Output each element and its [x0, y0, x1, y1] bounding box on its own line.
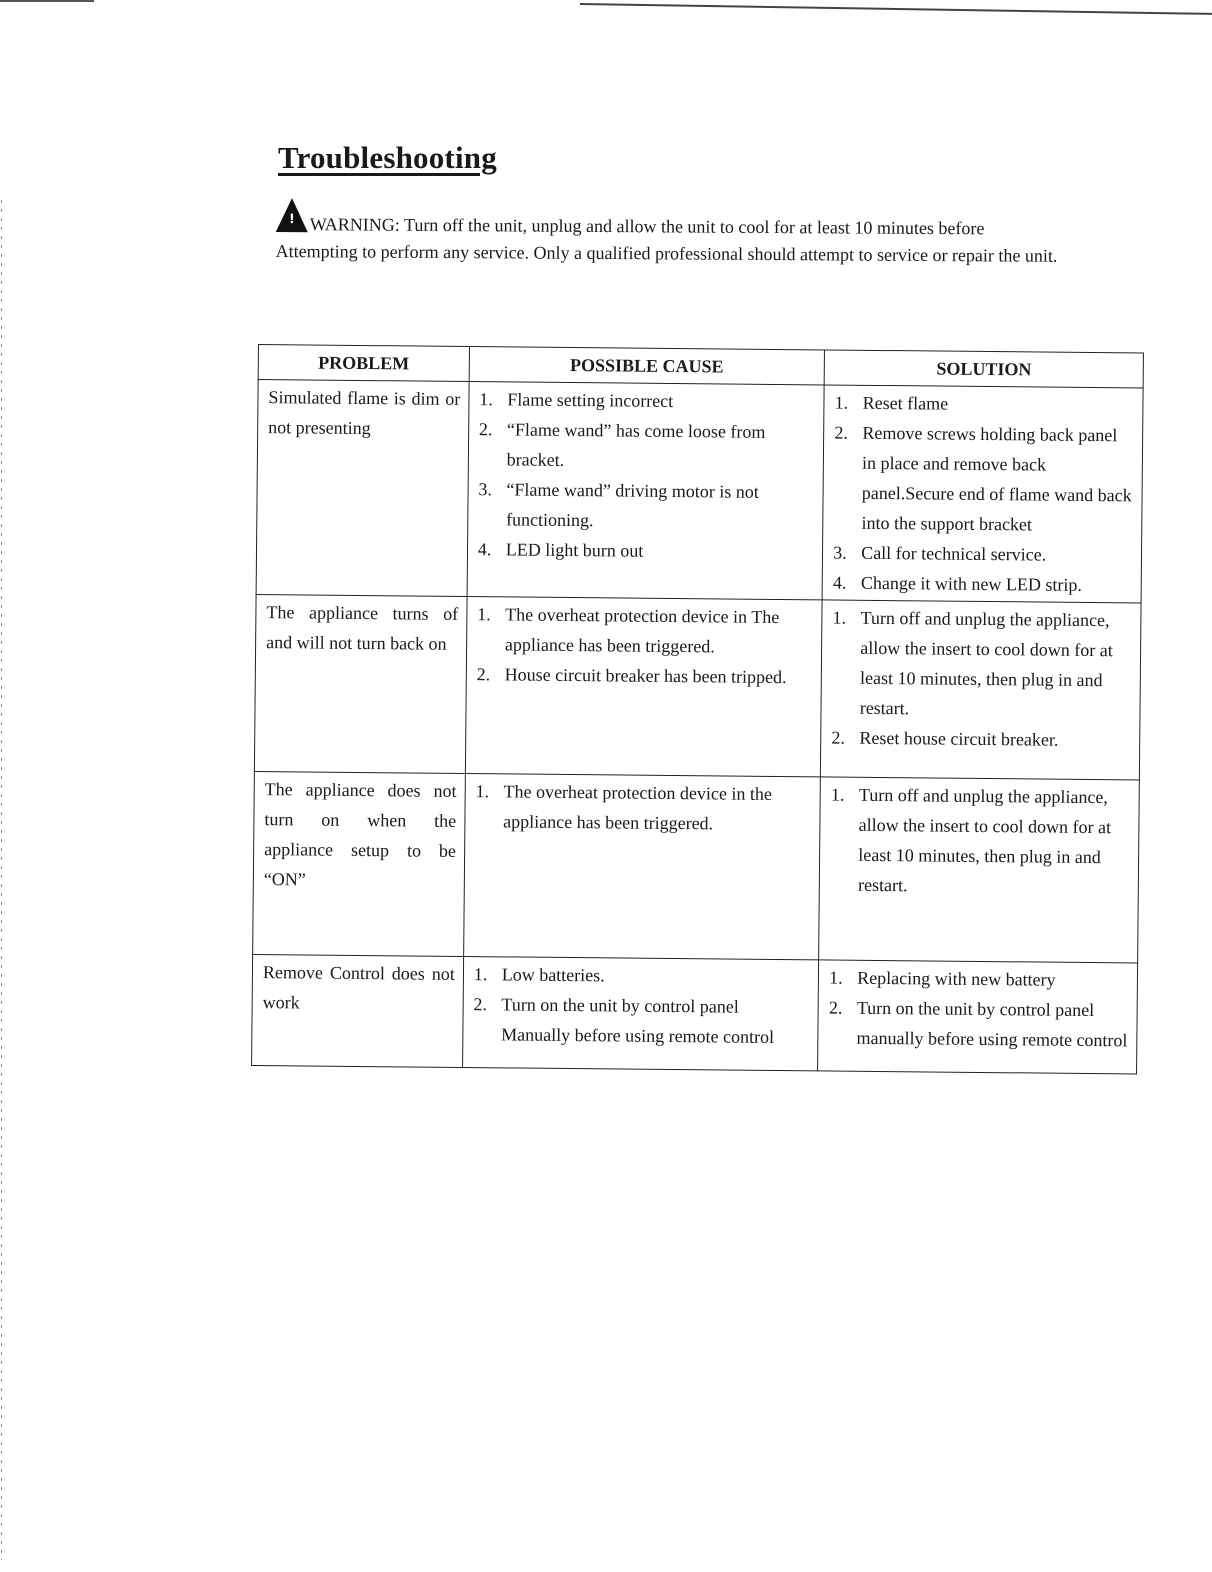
solution-item-text: Turn off and unplug the appliance, allow the insert to cool down for at least 10 minutes, then plug in and restart.	[857, 784, 1112, 896]
cause-item	[474, 959, 811, 992]
solution-item-text: Turn on the unit by control panel manually before using remote control	[856, 997, 1128, 1051]
table-row	[253, 771, 1140, 962]
solution-item-number: 2.	[834, 422, 848, 443]
cause-item-text: “Flame wand” has come loose from bracket.	[506, 419, 766, 470]
cause-cell	[467, 382, 824, 600]
table-row	[254, 594, 1141, 779]
solution-cell	[819, 777, 1140, 963]
solution-item	[833, 418, 1134, 541]
cause-item	[478, 534, 815, 567]
warning-triangle-icon: !	[276, 198, 308, 232]
solution-item-number: 1.	[834, 392, 849, 413]
solution-item-number: 4.	[832, 572, 847, 593]
troubleshooting-table-container	[251, 344, 1150, 1075]
warning-notice	[276, 196, 1106, 271]
cause-item-number: 4.	[477, 539, 492, 560]
cause-item-text: Flame setting incorrect	[507, 389, 674, 411]
cause-item-text: House circuit breaker has been tripped.	[504, 664, 787, 688]
solution-item	[830, 780, 1131, 903]
problem-cell: Simulated flame is dim or not presenting	[256, 380, 469, 597]
table-body	[252, 380, 1144, 1074]
cause-item-text: “Flame wand” driving motor is not functioning.	[506, 479, 759, 531]
cause-item-text: Low batteries.	[501, 964, 605, 986]
solution-item	[829, 963, 1129, 996]
table-row	[256, 380, 1143, 603]
solution-item-text: Change it with new LED strip.	[860, 572, 1083, 595]
solution-item-text: Reset house circuit breaker.	[859, 727, 1059, 750]
solution-item	[831, 723, 1131, 756]
cause-item	[475, 776, 812, 839]
solution-item-text: Turn off and unplug the appliance, allow the insert to cool down for at least 10 minutes, then plug in and restart.	[859, 607, 1113, 719]
page-title: Troubleshooting	[278, 140, 497, 175]
header-possible-cause: POSSIBLE CAUSE	[469, 347, 825, 385]
solution-item-text: Replacing with new battery	[857, 967, 1056, 990]
table-row	[252, 954, 1138, 1073]
solution-item	[828, 993, 1128, 1056]
cause-item-number: 1.	[479, 389, 493, 410]
cause-cell	[463, 774, 820, 960]
solution-item	[835, 388, 1135, 421]
solution-item-number: 3.	[833, 542, 847, 563]
cause-item	[479, 384, 816, 417]
header-problem: PROBLEM	[258, 345, 469, 382]
cause-item-text: The overheat protection device in the appliance has been triggered.	[503, 781, 772, 834]
cause-item	[476, 659, 813, 692]
solution-item-text: Reset flame	[862, 392, 949, 414]
cause-cell	[462, 957, 818, 1071]
cause-item-number: 2.	[478, 419, 493, 440]
solution-item-number: 2.	[828, 997, 843, 1018]
warning-text-1: WARNING: Turn off the unit, unplug and allow the unit to cool for at least 10 minutes before	[309, 214, 985, 239]
header-solution: SOLUTION	[824, 350, 1143, 388]
solution-item	[832, 603, 1133, 726]
cause-item-number: 1.	[475, 781, 490, 802]
cause-item	[479, 414, 816, 477]
cause-cell	[465, 597, 822, 777]
solution-item-number: 1.	[832, 607, 847, 628]
solution-item	[833, 538, 1133, 571]
solution-cell	[822, 385, 1143, 603]
problem-cell: The appliance turns of and will not turn back on	[254, 594, 466, 773]
cause-item-text: Turn on the unit by control panel Manually before using remote control	[501, 994, 775, 1047]
solution-item-text: Remove screws holding back panel in place and remove back panel.Secure end of flame wand back into the support bracket	[861, 422, 1132, 535]
solution-item-number: 1.	[829, 967, 843, 988]
solution-cell	[821, 600, 1141, 780]
problem-cell: The appliance does not turn on when the appliance setup to be “ON”	[253, 771, 466, 956]
solution-cell	[818, 960, 1138, 1074]
solution-item-number: 1.	[830, 784, 845, 805]
warning-text-2: Attempting to perform any service. Only a qualified professional should attempt to service or repair the unit.	[275, 240, 1058, 266]
problem-cell: Remove Control does not work	[252, 954, 464, 1067]
cause-item	[473, 989, 810, 1052]
cause-item-number: 1.	[473, 964, 488, 985]
cause-item	[478, 474, 815, 537]
cause-item-number: 3.	[478, 479, 493, 500]
solution-item-text: Call for technical service.	[861, 542, 1047, 565]
cause-item-text: LED light burn out	[505, 539, 644, 561]
cause-item-number: 2.	[473, 994, 488, 1015]
cause-item	[477, 599, 814, 662]
solution-item	[833, 568, 1133, 601]
cause-item-number: 2.	[476, 664, 491, 685]
solution-item-number: 2.	[831, 727, 846, 748]
cause-item-text: The overheat protection device in The appliance has been triggered.	[504, 604, 780, 657]
cause-item-number: 1.	[477, 604, 491, 625]
troubleshooting-table	[251, 344, 1144, 1074]
